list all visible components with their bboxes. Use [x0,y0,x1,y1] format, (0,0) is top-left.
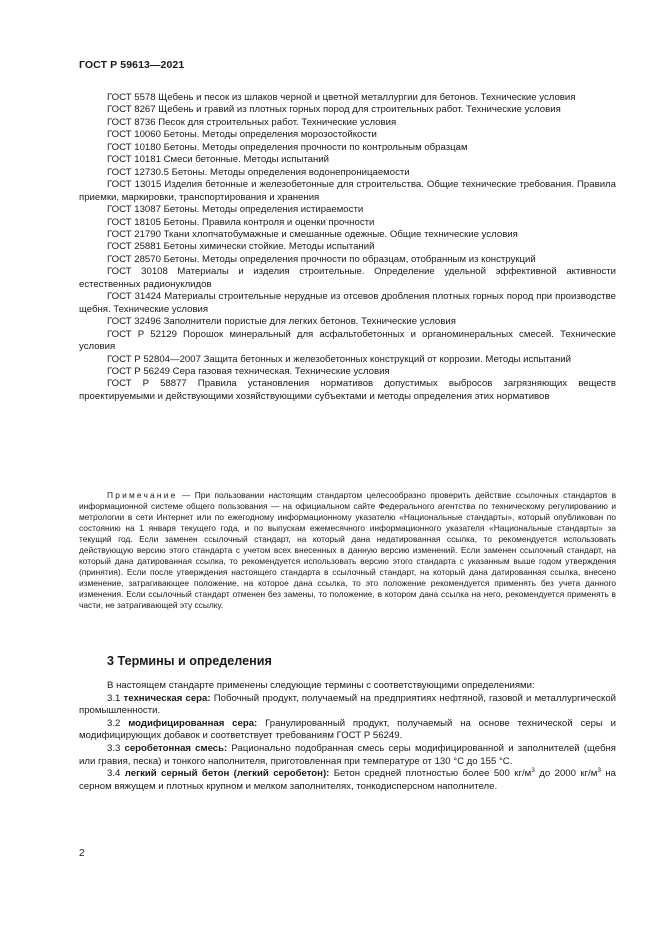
terms-intro: В настоящем стандарте применены следующие термины с соответствующими определениями: [107,680,535,691]
reference-item: ГОСТ 18105 Бетоны. Правила контроля и оценки прочности [107,216,375,228]
term-definition: на серном вяжущем и плотных крупном и мелком заполнителях, тонкодисперсном наполнителе. [79,768,617,792]
reference-item: ГОСТ 10060 Бетоны. Методы определения морозостойкости [107,129,377,141]
reference-item: ГОСТ 21790 Ткани хлопчатобумажные и смешанные одежные. Общие технические условия [107,228,518,240]
term-number: 3.3 [107,742,121,754]
normative-references-list [79,92,616,403]
reference-item: ГОСТ 8736 Песок для строительных работ. Технические условия [107,116,397,128]
note-paragraph [79,490,616,610]
term-name: техническая сера: [123,692,211,704]
superscript: 3 [531,767,535,775]
note-label: Примечание [107,490,178,500]
term-number: 3.1 [107,692,121,704]
section-title: 3 Термины и определения [107,654,272,668]
reference-item: ГОСТ Р 52129 Порошок минеральный для асфальтобетонных и органоминеральных смесей. Технические условия [79,328,616,353]
superscript: 3 [597,767,601,775]
reference-item: ГОСТ Р 58877 Правила установления нормативов допустимых выбросов загрязняющих веществ проектируемыми и действующими хозяйствующими субъектами и методы определения этих нормативов [79,378,616,402]
reference-item: ГОСТ 31424 Материалы строительные нерудные из отсевов дробления плотных горных пород при производстве щебня. Технические условия [79,291,616,315]
reference-item: ГОСТ 28570 Бетоны. Методы определения прочности по образцам, отобранным из конструкций [107,253,536,265]
term-number: 3.4 [107,768,121,780]
reference-item: ГОСТ 8267 Щебень и гравий из плотных горных пород для строительных работ. Технические условия [107,104,561,116]
reference-item: ГОСТ 25881 Бетоны химически стойкие. Методы испытаний [107,241,375,253]
term-definition: Бетон средней плотностью более 500 кг/м [333,768,532,780]
term-name: модифицированная сера: [128,717,258,729]
term-entry [79,743,616,768]
note-text: — При пользовании настоящим стандартом целесообразно проверить действие ссылочных стандартов в информационной системе общего пользования — на официальном сайте Федерального агентства по техническому регулированию и метрологии в сети Интернет или по ежегодному информационному указателю «Национальные стандарты», который опубликован по состоянию на 1 января текущего года, и по выпускам ежемесячного информационного указателя «Национальные стандарты» за текущий год. Если заменен ссылочный стандарт, на который дана недатированная ссылка, то рекомендуется использовать действующую версию этого стандарта с учетом всех внесенных в данную версию изменений. Если заменен ссылочный стандарт, на который дана датированная ссылка, то рекомендуется использовать версию этого стандарта с указанным выше годом утверждения (принятия). Если после утверждения настоящего стандарта в ссылочный стандарт, на который дана датированная ссылка, внесено изменение, затрагивающее положение, на которое дана ссылка, то это положение рекомендуется применять без учета данного изменения. Если ссылочный стандарт отменен без замены, то положение, в котором дана ссылка на него, рекомендуется применять в части, не затрагивающей эту ссылку. [79,490,617,610]
term-definition: Гранулированный продукт, получаемый на основе технической серы и модифицирующих добавок и соответствует требованиям ГОСТ Р 56249. [79,717,617,742]
term-name: легкий серный бетон (легкий серобетон): [124,768,330,780]
term-entry [79,768,616,793]
reference-item: ГОСТ 5578 Щебень и песок из шлаков черной и цветной металлургии для бетонов. Технические условия [107,92,576,103]
term-number: 3.2 [107,717,121,729]
term-name: серобетонная смесь: [124,742,228,754]
reference-item: ГОСТ 13087 Бетоны. Методы определения истираемости [107,204,364,216]
term-definition: Рационально подобранная смесь серы модифицированной и заполнителей (щебня или гравия, песка) и тонкого наполнителя, приготовленная при температуре от 130 °C до 155 °C. [79,742,616,767]
reference-item: ГОСТ 30108 Материалы и изделия строительные. Определение удельной эффективной активности естественных радионуклидов [79,266,616,290]
term-definition: Побочный продукт, получаемый на предприятиях нефтяной, газовой и металлургической промышленности. [79,692,617,717]
reference-item: ГОСТ 10180 Бетоны. Методы определения прочности по контрольным образцам [107,141,468,153]
reference-item: ГОСТ Р 52804—2007 Защита бетонных и железобетонных конструкций от коррозии. Методы испытаний [107,353,572,365]
term-entry [79,693,616,718]
page-number: 2 [79,848,85,859]
reference-item: ГОСТ 10181 Смеси бетонные. Методы испытаний [107,154,330,166]
term-definition: до 2000 кг/м [534,768,598,780]
document-code: ГОСТ Р 59613—2021 [79,59,185,71]
reference-item: ГОСТ 12730.5 Бетоны. Методы определения водонепроницаемости [107,166,410,178]
reference-item: ГОСТ 32496 Заполнители пористые для легких бетонов. Технические условия [107,316,456,328]
terms-definitions [79,680,616,793]
term-entry [79,718,616,743]
reference-item: ГОСТ 13015 Изделия бетонные и железобетонные для строительства. Общие технические требования. Правила приемки, маркировки, транспортирования и хранения [79,179,616,203]
reference-item: ГОСТ Р 56249 Сера газовая техническая. Технические условия [107,365,390,377]
